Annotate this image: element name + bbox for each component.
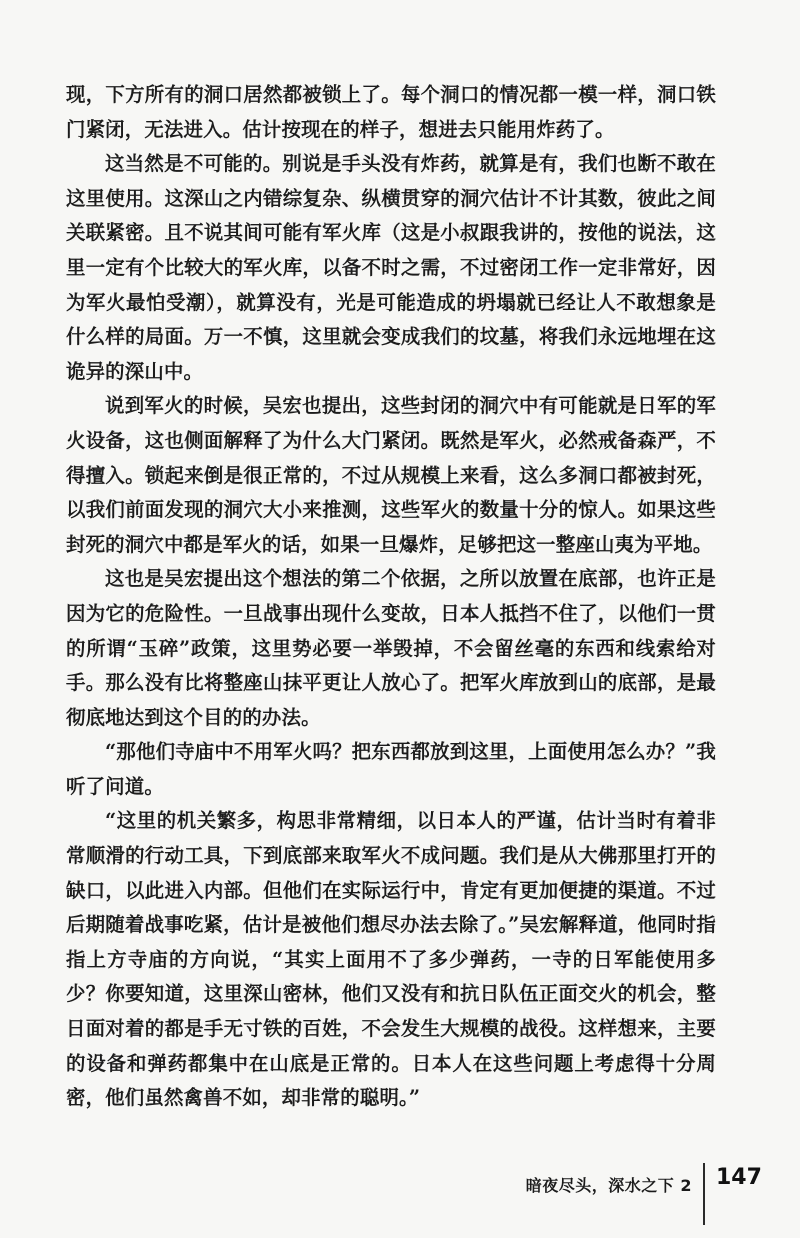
page-footer <box>0 1163 800 1233</box>
paragraph: 这当然是不可能的。别说是手头没有炸药，就算是有，我们也断不敢在这里使用。这深山之内错综复杂、纵横贯穿的洞穴估计不计其数，彼此之间关联紧密。且不说其间可能有军火库（这是小叔跟我讲的，按他的说法，这里一定有个比较大的军火库，以备不时之需，不过密闭工作一定非常好，因为军火最怕受潮），就算没有，光是可能造成的坍塌就已经让人不敢想象是什么样的局面。万一不慎，这里就会变成我们的坟墓，将我们永远地埋在这诡异的深山中。 <box>66 152 716 383</box>
page-number: 147 <box>716 1165 762 1190</box>
paragraph-dialogue: “这里的机关繁多，构思非常精细，以日本人的严谨，估计当时有着非常顺滑的行动工具，下到底部来取军火不成问题。我们是从大佛那里打开的缺口，以此进入内部。但他们在实际运行中，肯定有更加便捷的渠道。不过后期随着战事吃紧，估计是被他们想尽办法去除了。”吴宏解释道，他同时指指上方寺庙的方向说，“其实上面用不了多少弹药，一寺的日军能使用多少？你要知道，这里深山密林，他们又没有和抗日队伍正面交火的机会，整日面对着的都是手无寸铁的百姓，不会发生大规模的战役。这样想来，主要的设备和弹药都集中在山底是正常的。日本人在这些问题上考虑得十分周密，他们虽然禽兽不如，却非常的聪明。” <box>66 809 716 1110</box>
paragraph-dialogue: “那他们寺庙中不用军火吗？把东西都放到这里，上面使用怎么办？”我听了问道。 <box>66 740 716 798</box>
paragraph-continuation: 现，下方所有的洞口居然都被锁上了。每个洞口的情况都一模一样，洞口铁门紧闭，无法进入。估计按现在的样子，想进去只能用炸药了。 <box>66 83 716 141</box>
paragraph: 这也是吴宏提出这个想法的第二个依据，之所以放置在底部，也许正是因为它的危险性。一旦战事出现什么变故，日本人抵挡不住了，以他们一贯的所谓“玉碎”政策，这里势必要一举毁掉，不会留丝毫的东西和线索给对手。那么没有比将整座山抹平更让人放心了。把军火库放到山的底部，是最彻底地达到这个目的的办法。 <box>66 567 716 729</box>
paragraph: 说到军火的时候，吴宏也提出，这些封闭的洞穴中有可能就是日军的军火设备，这也侧面解释了为什么大门紧闭。既然是军火，必然戒备森严，不得擅入。锁起来倒是很正常的，不过从规模上来看，这么多洞口都被封死，以我们前面发现的洞穴大小来推测，这些军火的数量十分的惊人。如果这些封死的洞穴中都是军火的话，如果一旦爆炸，足够把这一整座山夷为平地。 <box>66 394 716 556</box>
running-title: 暗夜尽头，深水之下 2 <box>525 1176 692 1195</box>
footer-divider <box>703 1163 705 1225</box>
body-text <box>66 78 716 1116</box>
